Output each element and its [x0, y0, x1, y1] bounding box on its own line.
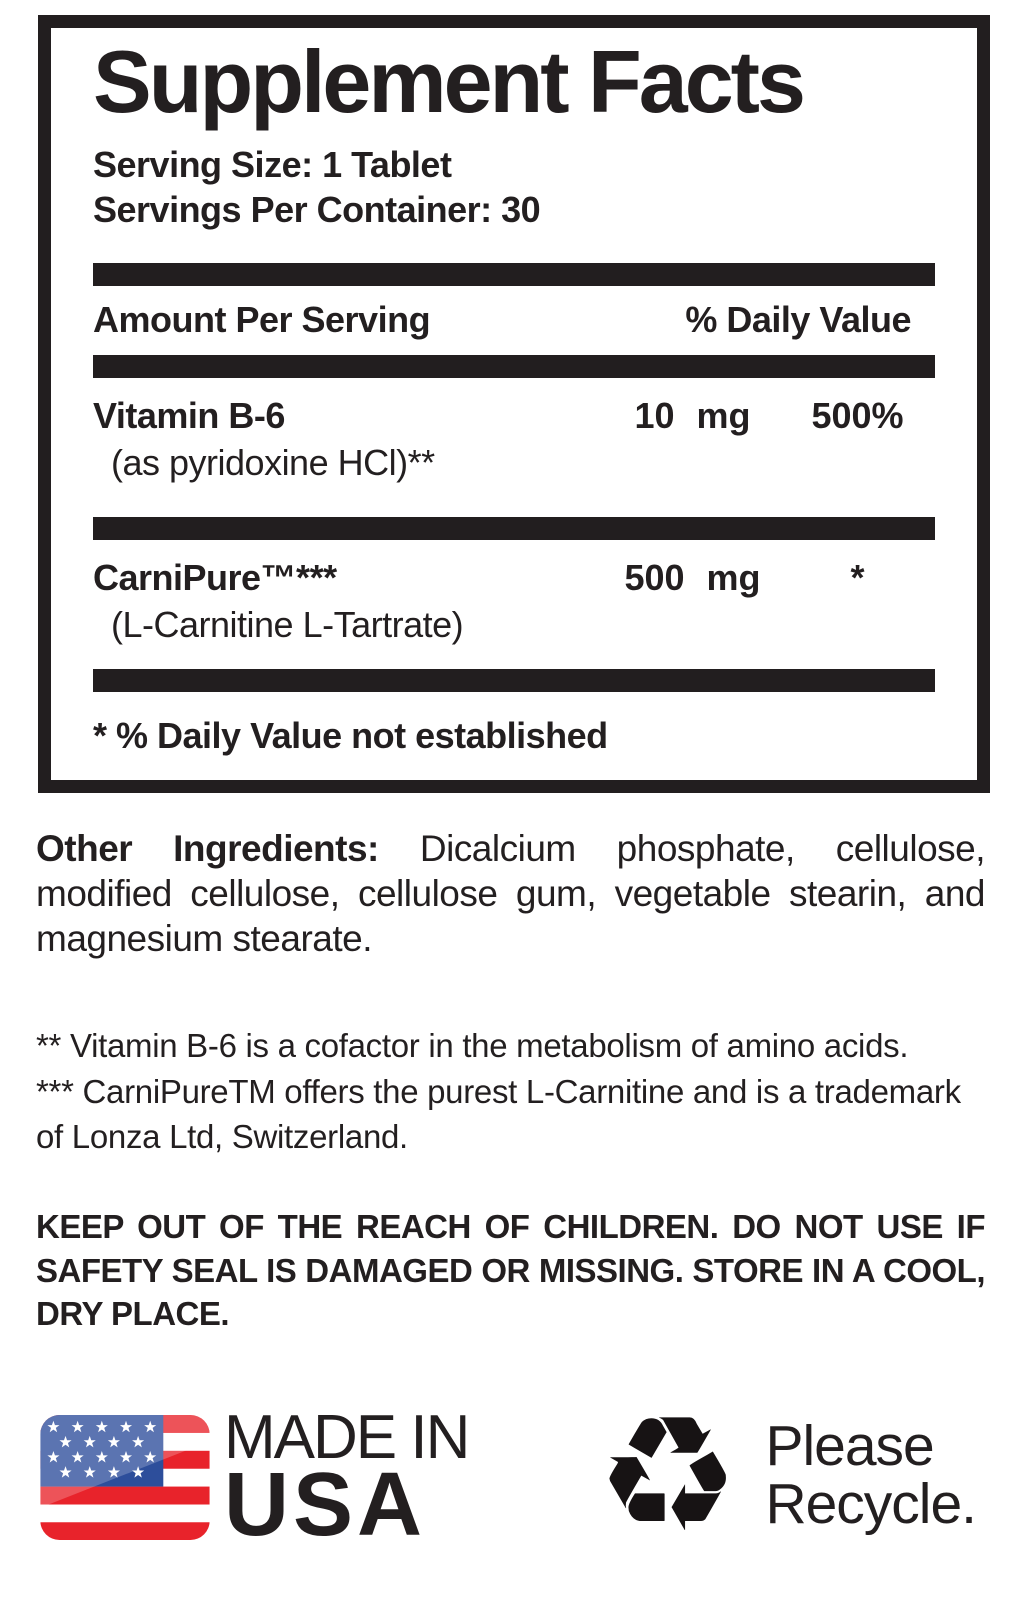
made-in-usa-badge	[40, 1403, 469, 1555]
nutrient-name: Vitamin B-6	[93, 395, 285, 436]
supplement-label-page	[0, 15, 1021, 1615]
divider-bar	[93, 263, 935, 286]
supplement-facts-panel	[38, 15, 990, 793]
footnote-carnipure: *** CarniPureTM offers the purest L-Carnitine and is a trademark of Lonza Ltd, Switzerland.	[36, 1072, 961, 1155]
recycle-line: Recycle.	[765, 1472, 977, 1536]
column-daily-value: % Daily Value	[685, 299, 911, 340]
nutrient-daily-value: *	[850, 557, 865, 598]
nutrient-row-carnipure	[93, 555, 935, 647]
nutrient-amount: 500 mg	[624, 557, 761, 598]
divider-bar	[93, 669, 935, 692]
nutrient-detail: (as pyridoxine HCl)**	[111, 442, 435, 483]
warning-paragraph: KEEP OUT OF THE REACH OF CHILDREN. DO NOT USE IF SAFETY SEAL IS DAMAGED OR MISSING. STORE IN A COOL, DRY PLACE.	[36, 1207, 985, 1333]
column-amount-per-serving: Amount Per Serving	[93, 299, 431, 340]
nutrient-detail: (L-Carnitine L-Tartrate)	[111, 604, 464, 645]
other-ingredients-label: Other Ingredients:	[36, 828, 379, 869]
other-ingredients-text: Dicalcium phosphate, cellulose, modified cellulose, cellulose gum, vegetable stearin, and magnesium stearate.	[36, 828, 985, 960]
servings-per-container: Servings Per Container: 30	[93, 189, 541, 230]
please-recycle-text	[765, 1413, 977, 1536]
footnote-vitamin-b6: ** Vitamin B-6 is a cofactor in the metabolism of amino acids.	[36, 1027, 909, 1065]
footer-badges	[0, 1381, 1021, 1575]
made-in-usa-text	[224, 1403, 469, 1555]
daily-value-footnote: * % Daily Value not established	[93, 715, 608, 756]
nutrient-main	[93, 555, 935, 600]
please-line: Please	[765, 1413, 934, 1478]
column-header-row	[93, 298, 935, 342]
usa-line: USA	[224, 1455, 427, 1555]
nutrient-row-vitamin-b6	[93, 393, 935, 485]
divider-bar	[93, 355, 935, 378]
footnotes-block	[36, 1023, 985, 1159]
please-recycle-badge	[596, 1381, 977, 1568]
serving-size: Serving Size: 1 Tablet	[93, 144, 452, 185]
nutrient-name: CarniPure™***	[93, 557, 337, 598]
recycle-icon: ♻	[596, 1381, 740, 1568]
made-in-line: MADE IN	[224, 1403, 469, 1472]
panel-title: Supplement Facts	[93, 32, 803, 131]
divider-bar	[93, 517, 935, 540]
nutrient-amount: 10 mg	[634, 395, 751, 436]
us-flag-icon	[40, 1415, 210, 1540]
other-ingredients-paragraph	[36, 826, 985, 961]
nutrient-daily-value: 500%	[811, 395, 904, 436]
nutrient-main	[93, 393, 935, 438]
